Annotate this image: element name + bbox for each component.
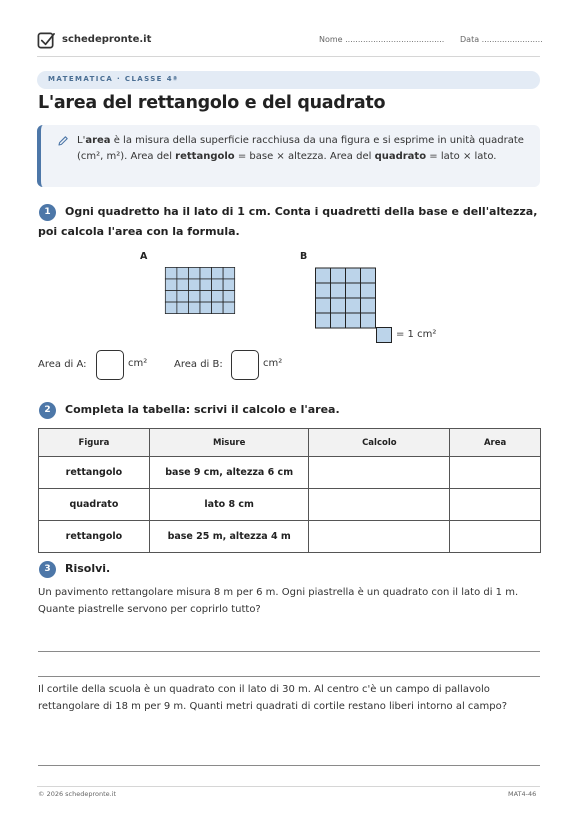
grid-square [346, 298, 361, 313]
figure-a-label: A [140, 251, 148, 262]
grid-square [223, 279, 235, 291]
grid-square [361, 298, 376, 313]
table-header-row [39, 429, 541, 457]
grid-square [200, 291, 212, 303]
exercise2-instruction: Completa la tabella: scrivi il calcolo e l'area. [65, 403, 340, 416]
note-text: L'area è la misura della superficie racchiusa da una figura e si esprime in unità quadrate (cm², m²). Area del rettangolo = base × altezza. Area del quadrato = lato × lato. [77, 135, 524, 162]
grid-square [330, 313, 345, 328]
area-b-label: Area di B: [174, 359, 223, 370]
grid-square [330, 283, 345, 298]
exercise-number-1: 1 [39, 204, 56, 221]
calculation-table [38, 428, 541, 553]
subject-tag-text: MATEMATICA · CLASSE 4ª [48, 75, 179, 83]
grid-square [165, 267, 177, 279]
exercise3-instruction: Risolvi. [65, 562, 111, 575]
calculation-input-cell[interactable] [309, 489, 450, 521]
answer-line-1b[interactable] [38, 676, 540, 677]
measures-cell: base 9 cm, altezza 6 cm [149, 457, 309, 489]
grid-square [361, 283, 376, 298]
grid-square [200, 279, 212, 291]
pencil-icon [57, 135, 69, 147]
area-a-label: Area di A: [38, 359, 87, 370]
table-row [39, 489, 541, 521]
grid-square [165, 279, 177, 291]
measures-cell: lato 8 cm [149, 489, 309, 521]
grid-square [212, 279, 224, 291]
area-input-cell[interactable] [450, 457, 541, 489]
table-row [39, 521, 541, 553]
grid-square [346, 313, 361, 328]
figure-cell: rettangolo [39, 457, 150, 489]
grid-square [177, 279, 189, 291]
area-a-unit: cm² [128, 358, 148, 369]
name-field: Nome ....................................... [319, 35, 445, 44]
grid-square [346, 283, 361, 298]
grid-square [188, 291, 200, 303]
checkbox-logo-icon [37, 31, 56, 50]
footer-divider [37, 786, 540, 787]
calculation-input-cell[interactable] [309, 457, 450, 489]
unit-square-label: = 1 cm² [396, 329, 437, 340]
unit-square-icon [376, 327, 392, 343]
grid-square [177, 267, 189, 279]
area-b-unit: cm² [263, 358, 283, 369]
problem-1-text: Un pavimento rettangolare misura 8 m per 6 m. Ogni piastrella è un quadrato con il lato di 1 m. Quante piastrelle servono per coprirlo tutto? [38, 587, 519, 615]
grid-square [177, 291, 189, 303]
exercise-number-3: 3 [39, 561, 56, 578]
page-title: L'area del rettangolo e del quadrato [38, 93, 386, 113]
grid-square [315, 298, 330, 313]
site-name: schedepronte.it [62, 34, 152, 45]
column-header-figure: Figura [39, 429, 150, 457]
grid-square [188, 302, 200, 314]
calculation-input-cell[interactable] [309, 521, 450, 553]
grid-square [361, 268, 376, 283]
grid-square [361, 313, 376, 328]
grid-square [165, 302, 177, 314]
column-header-calculation: Calcolo [309, 429, 450, 457]
figure-a-grid [154, 267, 246, 314]
grid-square [212, 267, 224, 279]
column-header-area: Area [450, 429, 541, 457]
grid-square [188, 279, 200, 291]
grid-square [346, 268, 361, 283]
grid-square [223, 267, 235, 279]
footer-code: MAT4-46 [508, 790, 537, 798]
grid-square [200, 267, 212, 279]
date-field: Data ........................ [460, 35, 543, 44]
grid-square [200, 302, 212, 314]
answer-line-2[interactable] [38, 765, 540, 766]
area-input-cell[interactable] [450, 521, 541, 553]
grid-square [177, 302, 189, 314]
area-b-answer-box[interactable] [231, 350, 259, 380]
table-row [39, 457, 541, 489]
area-input-cell[interactable] [450, 489, 541, 521]
area-a-answer-box[interactable] [96, 350, 124, 380]
grid-square [315, 268, 330, 283]
figure-cell: rettangolo [39, 521, 150, 553]
grid-square [212, 291, 224, 303]
grid-square [212, 302, 224, 314]
grid-square [330, 268, 345, 283]
figure-b-grid [315, 267, 376, 329]
definition-note [37, 125, 540, 187]
header-divider [37, 56, 540, 57]
footer-copyright: © 2026 schedepronte.it [38, 790, 117, 798]
grid-square [188, 267, 200, 279]
grid-square [315, 283, 330, 298]
column-header-measures: Misure [149, 429, 309, 457]
measures-cell: base 25 m, altezza 4 m [149, 521, 309, 553]
grid-square [223, 302, 235, 314]
grid-square [165, 291, 177, 303]
exercise1-instruction: Ogni quadretto ha il lato di 1 cm. Conta i quadretti della base e dell'altezza, poi calcola l'area con la formula. [38, 205, 538, 238]
grid-square [223, 291, 235, 303]
grid-square [330, 298, 345, 313]
figure-b-label: B [300, 251, 308, 262]
answer-line-1a[interactable] [38, 651, 540, 652]
problem-2-text: Il cortile della scuola è un quadrato con il lato di 30 m. Al centro c'è un campo di pallavolo rettangolare di 18 m per 9 m. Quanti metri quadrati di cortile restano liberi intorno al campo? [38, 684, 508, 712]
grid-square [315, 313, 330, 328]
subject-tag [37, 71, 540, 89]
figure-cell: quadrato [39, 489, 150, 521]
exercise-number-2: 2 [39, 402, 56, 419]
